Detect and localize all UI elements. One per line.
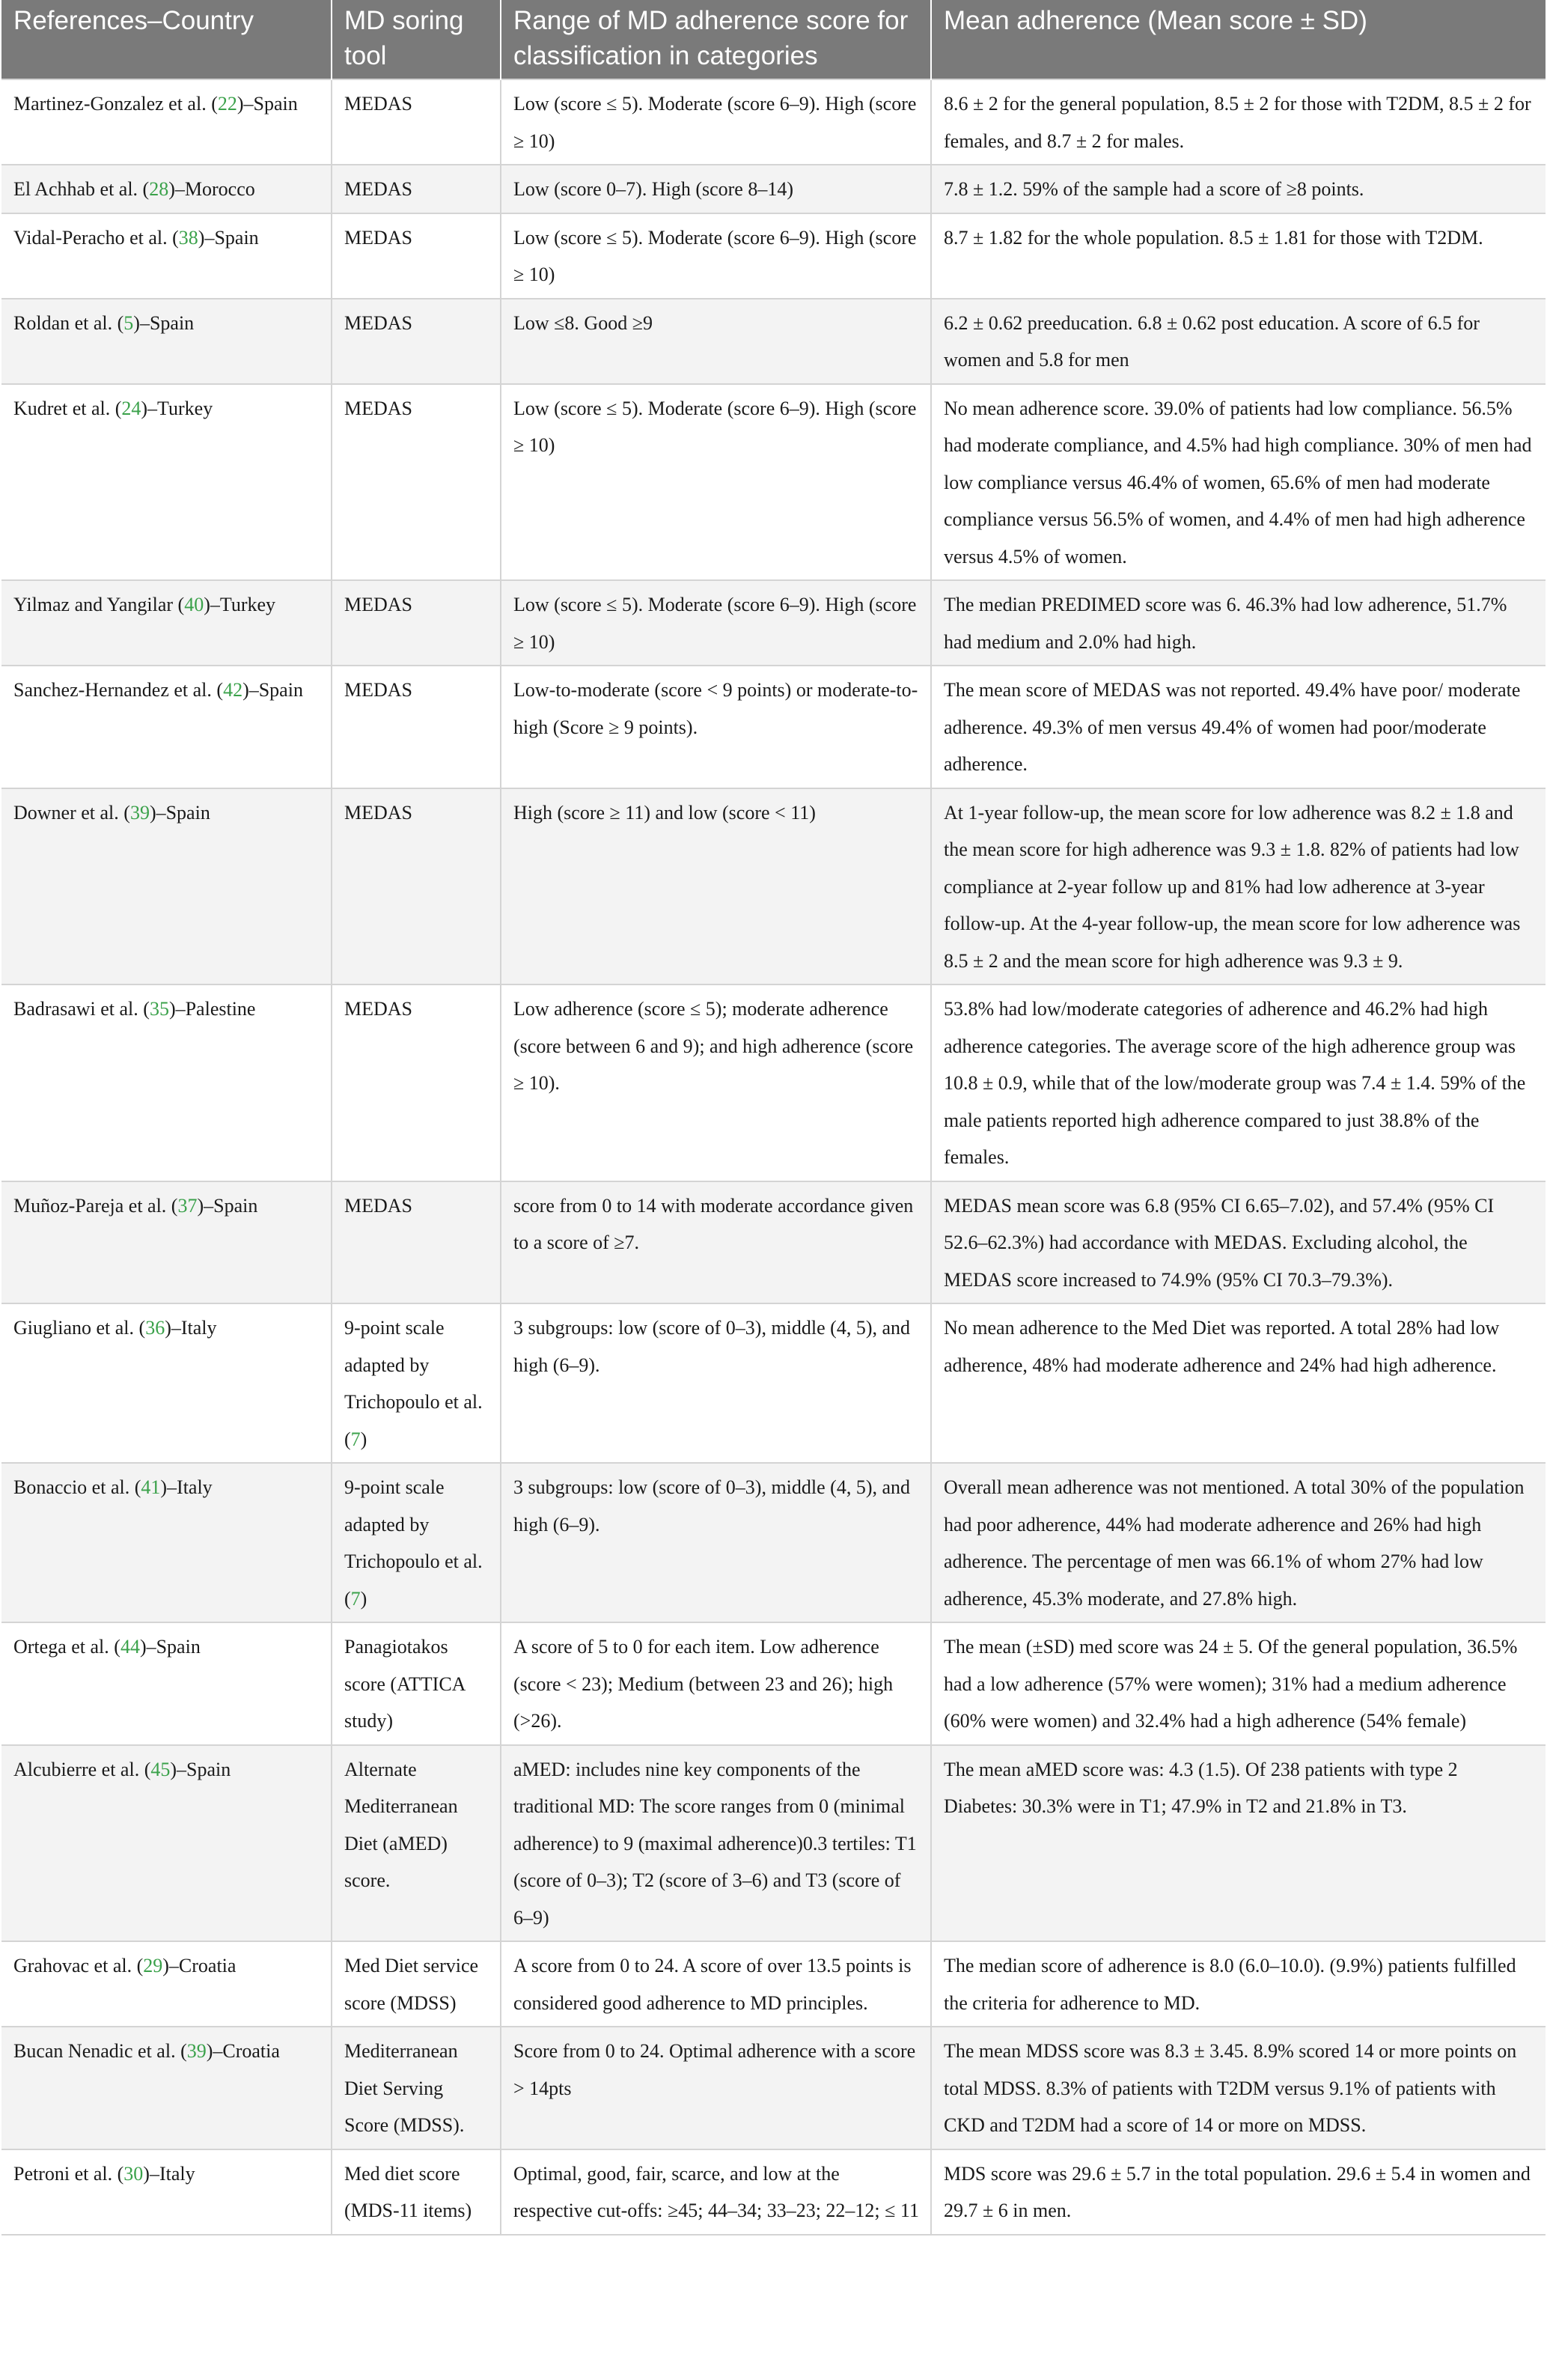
reference-link[interactable]: 40 [184,594,204,615]
range-cell: Low (score ≤ 5). Moderate (score 6–9). High (score ≥ 10) [501,213,931,299]
reference-cell [1,580,332,666]
header-score-range: Range of MD adherence score for classification in categories [501,0,931,79]
author-text: Muñoz-Pareja et al. ( [13,1194,178,1217]
mean-adherence-cell: The mean MDSS score was 8.3 ± 3.45. 8.9% scored 14 or more points on total MDSS. 8.3% of patients with T2DM versus 9.1% of patients with CKD and T2DM had a score of 14 or more on MDSS. [931,2027,1546,2149]
header-mean-adherence: Mean adherence (Mean score ± SD) [931,0,1546,79]
country-text: )–Morocco [168,178,255,200]
table-header [1,0,1546,79]
reference-link[interactable]: 5 [123,311,134,334]
country-text: )–Spain [133,311,195,334]
range-cell: A score of 5 to 0 for each item. Low adherence (score < 23); Medium (between 23 and 26); high (>26). [501,1622,931,1745]
reference-link[interactable]: 44 [120,1636,140,1658]
md-adherence-table [1,0,1546,2236]
tool-text: Panagiotakos score (ATTICA study) [344,1636,466,1732]
tool-cell [332,1181,501,1304]
mean-adherence-cell: The mean aMED score was: 4.3 (1.5). Of 238 patients with type 2 Diabetes: 30.3% were in T1; 47.9% in T2 and 21.8% in T3. [931,1745,1546,1942]
reference-link[interactable]: 42 [223,679,243,701]
mean-adherence-cell: 8.6 ± 2 for the general population, 8.5 ± 2 for those with T2DM, 8.5 ± 2 for females, and 8.7 ± 2 for males. [931,79,1546,165]
reference-cell [1,1745,332,1942]
reference-link[interactable]: 39 [186,2040,207,2062]
table-row [1,384,1546,581]
tool-text: MEDAS [344,93,413,115]
country-text: )–Spain [139,1636,201,1658]
tool-text: Med Diet service score (MDSS) [344,1955,479,2014]
tool-cell [332,2149,501,2235]
table-row [1,1941,1546,2027]
author-text: Vidal-Peracho et al. ( [13,226,179,249]
table-row [1,580,1546,666]
tool-cell [332,165,501,213]
reference-cell [1,1181,332,1304]
table-body [1,79,1546,2235]
author-text: Alcubierre et al. ( [13,1758,151,1780]
tool-cell [332,580,501,666]
country-text: )–Italy [165,1317,217,1339]
table-row [1,984,1546,1181]
tool-cell [332,666,501,788]
tool-text: MEDAS [344,801,413,824]
tool-reference-link[interactable]: 7 [350,1587,361,1610]
tool-text: 9-point scale adapted by Trichopoulo et al. ( [344,1476,483,1610]
country-text: )–Spain [242,679,303,701]
author-text: Kudret et al. ( [13,397,122,419]
reference-cell [1,2027,332,2149]
mean-adherence-cell: 53.8% had low/moderate categories of adherence and 46.2% had high adherence categories. The average score of the high adherence group was 10.8 ± 0.9, while that of the low/moderate group was 7.4 ± 1.4. 59% of the male patients reported high adherence compared to just 38.8% of the females. [931,984,1546,1181]
reference-link[interactable]: 35 [149,998,169,1020]
tool-cell [332,788,501,985]
reference-cell [1,788,332,985]
range-cell: score from 0 to 14 with moderate accordance given to a score of ≥7. [501,1181,931,1304]
tool-text: MEDAS [344,998,413,1020]
table-row [1,79,1546,165]
tool-text: MEDAS [344,226,413,249]
mean-adherence-cell: The mean (±SD) med score was 24 ± 5. Of the general population, 36.5% had a low adherence (57% were women); 31% had a medium adherence (60% were women) and 32.4% had a high adherence (54% female) [931,1622,1546,1745]
author-text: Sanchez-Hernandez et al. ( [13,679,224,701]
mean-adherence-cell: 7.8 ± 1.2. 59% of the sample had a score of ≥8 points. [931,165,1546,213]
table-row [1,299,1546,384]
mean-adherence-cell: 8.7 ± 1.82 for the whole population. 8.5 ± 1.81 for those with T2DM. [931,213,1546,299]
range-cell: 3 subgroups: low (score of 0–3), middle (4, 5), and high (6–9). [501,1463,931,1622]
country-text: )–Spain [237,93,298,115]
range-cell: Low (score ≤ 5). Moderate (score 6–9). High (score ≥ 10) [501,384,931,581]
header-references-country: References–Country [13,6,254,35]
country-text: )–Spain [170,1758,231,1780]
country-text: )–Spain [197,1194,258,1217]
tool-reference-link[interactable]: 7 [350,1428,361,1450]
range-cell: Low adherence (score ≤ 5); moderate adherence (score between 6 and 9); and high adherence (score ≥ 10). [501,984,931,1181]
author-text: Bucan Nenadic et al. ( [13,2040,187,2062]
tool-cell [332,2027,501,2149]
reference-cell [1,1941,332,2027]
country-text: )–Spain [198,226,259,249]
reference-cell [1,384,332,581]
range-cell: 3 subgroups: low (score of 0–3), middle (4, 5), and high (6–9). [501,1303,931,1463]
author-text: El Achhab et al. ( [13,178,150,200]
tool-text: MEDAS [344,178,413,200]
author-text: Petroni et al. ( [13,2162,124,2185]
mean-adherence-cell: No mean adherence to the Med Diet was reported. A total 28% had low adherence, 48% had moderate adherence and 24% had high adherence. [931,1303,1546,1463]
mean-adherence-cell: MEDAS mean score was 6.8 (95% CI 6.65–7.02), and 57.4% (95% CI 52.6–62.3%) had accordance with MEDAS. Excluding alcohol, the MEDAS score increased to 74.9% (95% CI 70.3–79.3%). [931,1181,1546,1304]
table-row [1,213,1546,299]
reference-link[interactable]: 22 [217,93,237,115]
author-text: Yilmaz and Yangilar ( [13,594,185,615]
tool-tail-text: ) [360,1428,367,1450]
md-adherence-table-container [1,0,1546,2236]
country-text: )–Croatia [206,2040,280,2062]
country-text: )–Turkey [204,594,276,615]
range-cell: Score from 0 to 24. Optimal adherence with a score > 14pts [501,2027,931,2149]
reference-cell [1,1463,332,1622]
table-row [1,1745,1546,1942]
country-text: )–Spain [149,801,210,824]
tool-text: MEDAS [344,311,413,334]
reference-cell [1,299,332,384]
tool-text: MEDAS [344,679,413,701]
reference-cell [1,666,332,788]
author-text: Grahovac et al. ( [13,1955,144,1976]
country-text: )–Italy [160,1476,213,1498]
table-row [1,1181,1546,1304]
reference-link[interactable]: 30 [123,2162,144,2185]
range-cell: Low-to-moderate (score < 9 points) or moderate-to-high (Score ≥ 9 points). [501,666,931,788]
tool-text: MEDAS [344,1194,413,1217]
reference-link[interactable]: 29 [143,1955,163,1976]
reference-link[interactable]: 36 [145,1317,165,1339]
reference-link[interactable]: 28 [149,178,169,200]
tool-cell [332,1745,501,1942]
reference-cell [1,165,332,213]
tool-cell [332,984,501,1181]
table-row [1,666,1546,788]
table-row [1,1303,1546,1463]
range-cell: Low ≤8. Good ≥9 [501,299,931,384]
table-row [1,165,1546,213]
table-row [1,2027,1546,2149]
tool-cell [332,1622,501,1745]
table-row [1,2149,1546,2235]
table-row [1,1463,1546,1622]
reference-cell [1,79,332,165]
mean-adherence-cell: 6.2 ± 0.62 preeducation. 6.8 ± 0.62 post education. A score of 6.5 for women and 5.8 for men [931,299,1546,384]
author-text: Roldan et al. ( [13,311,124,334]
mean-adherence-cell: The mean score of MEDAS was not reported. 49.4% have poor/ moderate adherence. 49.3% of men versus 49.4% of women had poor/moderate adherence. [931,666,1546,788]
reference-cell [1,984,332,1181]
header-row [1,0,1546,79]
table-row [1,1622,1546,1745]
tool-cell [332,384,501,581]
range-cell: aMED: includes nine key components of the traditional MD: The score ranges from 0 (minimal adherence) to 9 (maximal adherence)0.3 tertiles: T1 (score of 0–3); T2 (score of 3–6) and T3 (score of 6–9) [501,1745,931,1942]
reference-cell [1,2149,332,2235]
tool-text: MEDAS [344,397,413,419]
author-text: Giugliano et al. ( [13,1317,146,1339]
author-text: Martinez-Gonzalez et al. ( [13,93,218,115]
country-text: )–Croatia [162,1955,237,1976]
tool-text: Mediterranean Diet Serving Score (MDSS). [344,2040,465,2136]
author-text: Badrasawi et al. ( [13,998,150,1020]
country-text: )–Turkey [141,397,213,419]
country-text: )–Palestine [168,998,256,1020]
mean-adherence-cell: MDS score was 29.6 ± 5.7 in the total population. 29.6 ± 5.4 in women and 29.7 ± 6 in men. [931,2149,1546,2235]
range-cell: Low (score ≤ 5). Moderate (score 6–9). High (score ≥ 10) [501,79,931,165]
range-cell: Optimal, good, fair, scarce, and low at the respective cut-offs: ≥45; 44–34; 33–23; 22–12; ≤ 11 [501,2149,931,2235]
range-cell: High (score ≥ 11) and low (score < 11) [501,788,931,985]
tool-cell [332,1463,501,1622]
table-row [1,788,1546,985]
tool-text: 9-point scale adapted by Trichopoulo et al. ( [344,1317,483,1450]
mean-adherence-cell: At 1-year follow-up, the mean score for low adherence was 8.2 ± 1.8 and the mean score for high adherence was 9.3 ± 1.8. 82% of patients had low compliance at 2-year follow up and 81% had low adherence at 3-year follow-up. At the 4-year follow-up, the mean score for low adherence was 8.5 ± 2 and the mean score for high adherence was 9.3 ± 9. [931,788,1546,985]
author-text: Downer et al. ( [13,801,130,824]
tool-text: Med diet score (MDS-11 items) [344,2162,472,2221]
country-text: )–Italy [143,2162,195,2185]
reference-cell [1,1303,332,1463]
mean-adherence-cell: The median PREDIMED score was 6. 46.3% had low adherence, 51.7% had medium and 2.0% had high. [931,580,1546,666]
reference-link[interactable]: 41 [141,1476,161,1498]
range-cell: Low (score 0–7). High (score 8–14) [501,165,931,213]
tool-text: Alternate Mediterranean Diet (aMED) score. [344,1758,458,1891]
tool-cell [332,213,501,299]
range-cell: A score from 0 to 24. A score of over 13.5 points is considered good adherence to MD principles. [501,1941,931,2027]
reference-link[interactable]: 38 [178,226,198,249]
tool-text: MEDAS [344,594,413,615]
tool-cell [332,299,501,384]
tool-cell [332,79,501,165]
tool-cell [332,1941,501,2027]
reference-link[interactable]: 37 [177,1194,198,1217]
mean-adherence-cell: No mean adherence score. 39.0% of patients had low compliance. 56.5% had moderate compliance, and 4.5% had high compliance. 30% of men had low compliance versus 46.4% of women, 65.6% of men had moderate compliance versus 56.5% of women, and 4.4% of men had high adherence versus 4.5% of women. [931,384,1546,581]
header-md-scoring-tool: MD soring tool [332,0,501,79]
mean-adherence-cell: The median score of adherence is 8.0 (6.0–10.0). (9.9%) patients fulfilled the criteria for adherence to MD. [931,1941,1546,2027]
reference-cell [1,1622,332,1745]
mean-adherence-cell: Overall mean adherence was not mentioned. A total 30% of the population had poor adherence, 44% had moderate adherence and 26% had high adherence. The percentage of men was 66.1% of whom 27% had low adherence, 45.3% moderate, and 27.8% high. [931,1463,1546,1622]
reference-link[interactable]: 45 [150,1758,171,1780]
range-cell: Low (score ≤ 5). Moderate (score 6–9). High (score ≥ 10) [501,580,931,666]
reference-cell [1,213,332,299]
author-text: Bonaccio et al. ( [13,1476,141,1498]
reference-link[interactable]: 24 [121,397,141,419]
author-text: Ortega et al. ( [13,1636,120,1658]
reference-link[interactable]: 39 [129,801,150,824]
tool-tail-text: ) [360,1587,367,1610]
tool-cell [332,1303,501,1463]
